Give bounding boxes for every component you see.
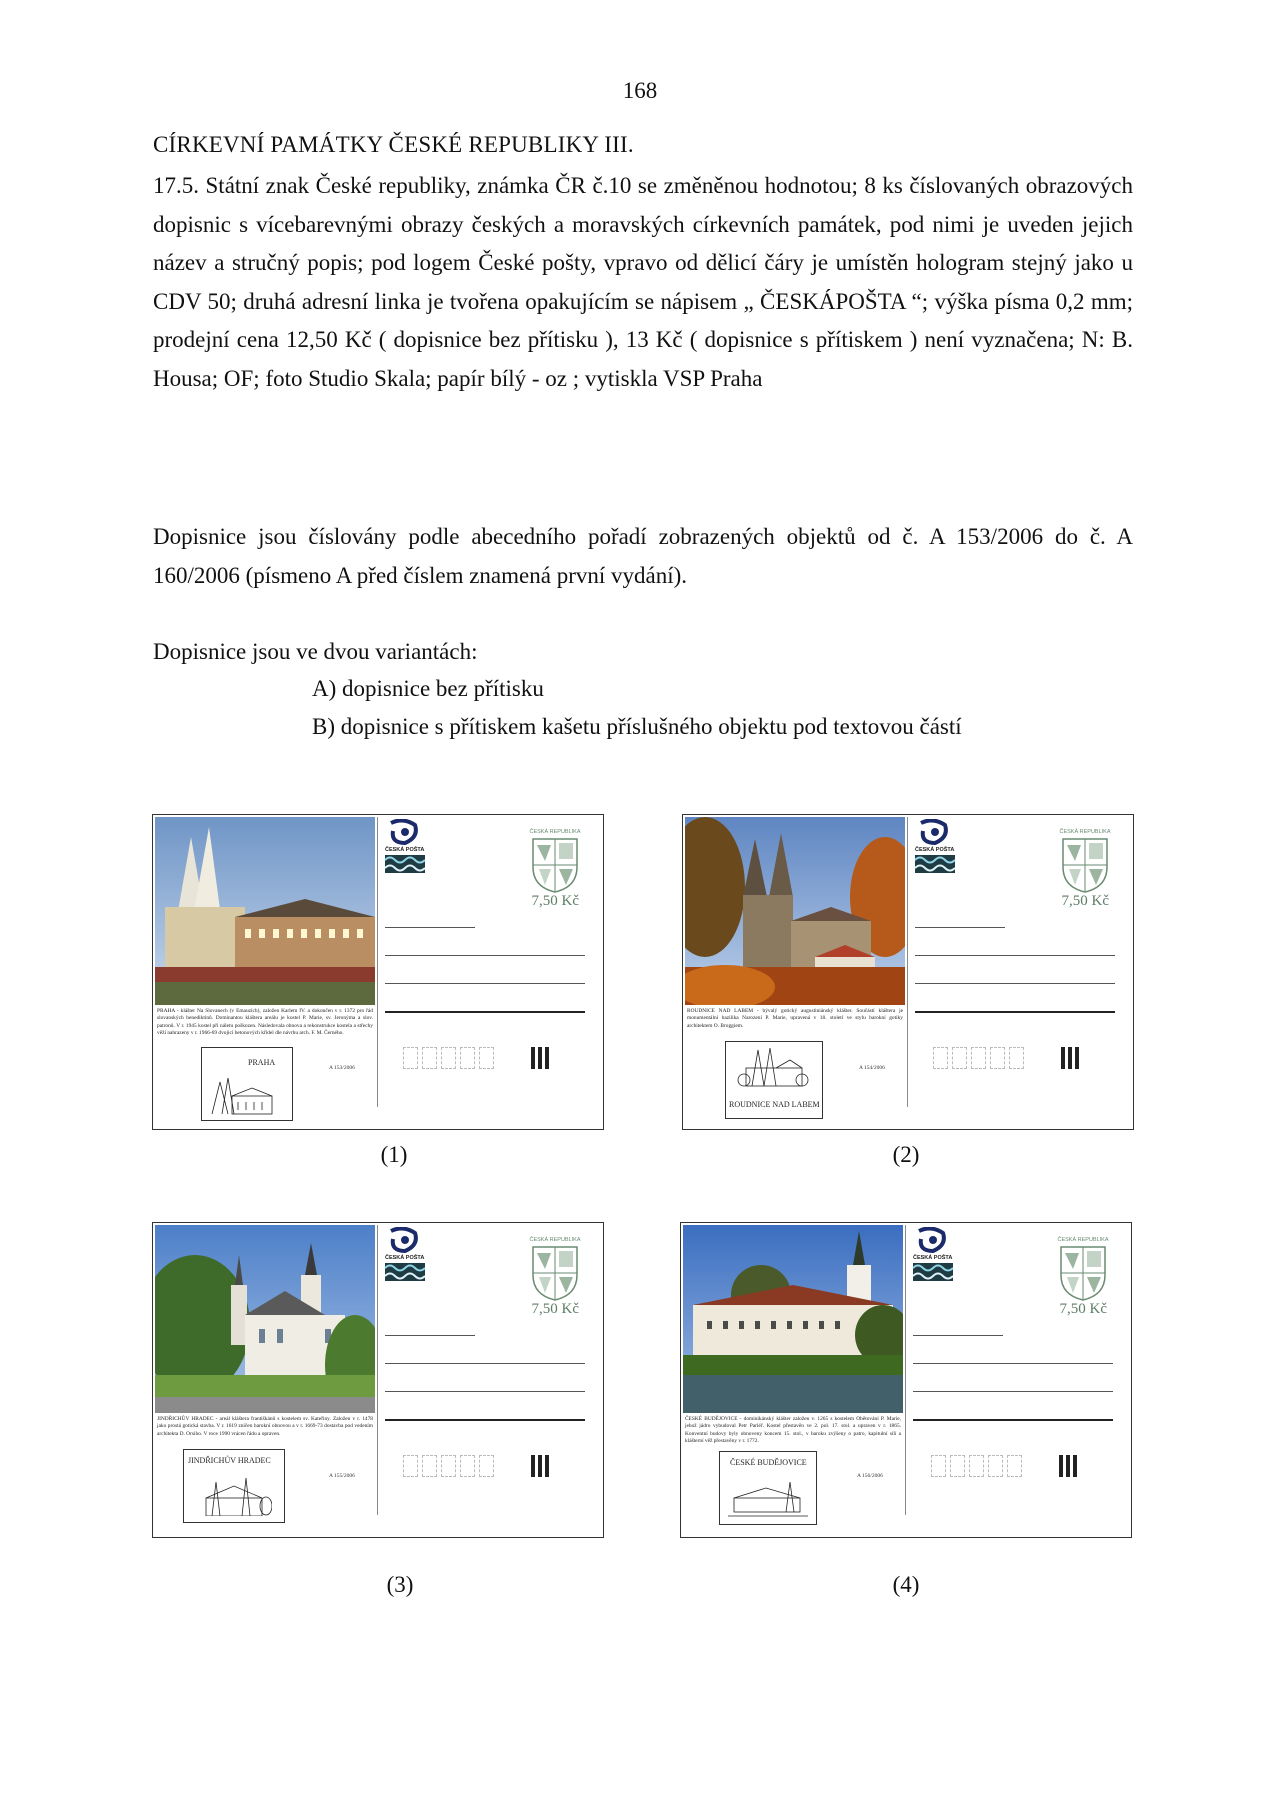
- coat-of-arms-icon: [1061, 837, 1109, 893]
- hologram-icon: [915, 855, 955, 873]
- printed-stamp: [1053, 1237, 1113, 1321]
- divider-line: [377, 817, 378, 1107]
- cachet-drawing: [206, 1076, 276, 1116]
- post-name: ČESKÁ POŠTA: [385, 847, 425, 853]
- stamp-value: 7,50 Kč: [1059, 1301, 1107, 1317]
- hologram-icon: [385, 855, 425, 873]
- stamp-value: 7,50 Kč: [531, 893, 579, 909]
- coat-of-arms-icon: [1059, 1245, 1107, 1301]
- postcard-photo-jindrichuv-hradec: [155, 1225, 375, 1413]
- divider-line: [905, 1225, 906, 1515]
- postcode-boxes: [403, 1047, 494, 1069]
- address-line-4: [913, 1419, 1113, 1421]
- cachet-label: PRAHA: [248, 1058, 276, 1067]
- address-line-1: [385, 1335, 475, 1336]
- caption-4: (4): [892, 1572, 920, 1597]
- barcode-marks: [531, 1047, 549, 1069]
- intro-paragraph: 17.5. Státní znak České republiky, známka ČR č.10 se změněnou hodnotou; 8 ks číslovaných obrazových dopisnic s vícebarevnými obrazy českých a moravských církevních památek, pod nimi je uveden jejich název a stručný popis; pod logem České pošty, vpravo od dělicí čáry je umístěn hologram stejný jako u CDV 50; druhá adresní linka je tvořena opakujícím se nápisem „ ČESKÁPOŠTA “; výška písma 0,2 mm; prodejní cena 12,50 Kč ( dopisnice bez přítisku ), 13 Kč ( dopisnice s přítiskem ) není vyznačena; N: B. Housa; OF; foto Studio Skala; papír bílý - oz ; vytiskla VSP Praha: [153, 173, 1133, 391]
- posthorn-icon: [913, 819, 953, 849]
- divider-line: [377, 1225, 378, 1515]
- postcard-photo-roudnice: [685, 817, 905, 1005]
- address-line-2: [385, 1363, 585, 1364]
- postcard-3: [152, 1222, 604, 1538]
- stamp-country: ČESKÁ REPUBLIKA: [1059, 829, 1111, 835]
- card-number: A 155/2006: [329, 1473, 355, 1479]
- page-number: 168: [622, 78, 658, 103]
- variants-intro: Dopisnice jsou ve dvou variantách:: [153, 639, 478, 664]
- postcard-photo-ceske-budejovice: [683, 1225, 903, 1413]
- address-line-3: [915, 983, 1115, 984]
- address-line-4: [385, 1011, 585, 1013]
- barcode-marks: [1059, 1455, 1077, 1477]
- variant-a: A) dopisnice bez přítisku: [312, 676, 544, 701]
- divider-line: [907, 817, 908, 1107]
- postcard-description: JINDŘICHŮV HRADEC - areál kláštera františkánů s kostelem sv. Kateřiny. Založen v r. 1478 jako prostá gotická stavba. V r. 1619 zničen barokní obnovou a v r. 1669-73 dostavba pod vedením architekta D. Orsiho. V roce 1990 vrácen řádu a opraven.: [157, 1416, 373, 1437]
- postcard-description: ROUDNICE NAD LABEM - bývalý gotický augustiniánský klášter. Součástí kláštera je monumentální bazilika Narození P. Marie, upravená v 18. století ve stylu barokní gotiky architektem O. Broggiem.: [687, 1008, 903, 1029]
- address-line-3: [385, 1391, 585, 1392]
- postcard-photo-praha: [155, 817, 375, 1005]
- cachet-drawing: [736, 1046, 810, 1090]
- numbering-paragraph: Dopisnice jsou číslovány podle abecedního pořadí zobrazených objektů od č. A 153/2006 do č. A 160/2006 (písmeno A před číslem znamená první vydání).: [153, 524, 1133, 588]
- card-number: A 153/2006: [329, 1065, 355, 1071]
- coat-of-arms-icon: [531, 1245, 579, 1301]
- barcode-marks: [531, 1455, 549, 1477]
- postcode-boxes: [403, 1455, 494, 1477]
- cachet-drawing: [728, 1478, 808, 1518]
- postcode-boxes: [933, 1047, 1024, 1069]
- address-line-1: [385, 927, 475, 928]
- address-line-4: [915, 1011, 1115, 1013]
- hologram-icon: [913, 1263, 953, 1281]
- card-number: A 156/2006: [857, 1473, 883, 1479]
- stamp-country: ČESKÁ REPUBLIKA: [529, 1237, 581, 1243]
- stamp-country: ČESKÁ REPUBLIKA: [529, 829, 581, 835]
- cachet-label: ČESKÉ BUDĚJOVICE: [730, 1458, 807, 1467]
- post-name: ČESKÁ POŠTA: [913, 1255, 953, 1261]
- cachet: [725, 1041, 823, 1119]
- address-line-3: [385, 983, 585, 984]
- stamp-value: 7,50 Kč: [531, 1301, 579, 1317]
- stamp-country: ČESKÁ REPUBLIKA: [1057, 1237, 1109, 1243]
- address-line-2: [915, 955, 1115, 956]
- cachet-drawing: [196, 1476, 272, 1516]
- variant-b: B) dopisnice s přítiskem kašetu příslušného objektu pod textovou částí: [312, 714, 962, 739]
- postcard-4: [680, 1222, 1132, 1538]
- posthorn-icon: [911, 1227, 951, 1257]
- cachet: [183, 1449, 285, 1523]
- posthorn-icon: [383, 1227, 423, 1257]
- posthorn-icon: [383, 819, 423, 849]
- cachet-label: JINDŘICHŮV HRADEC: [188, 1456, 271, 1465]
- card-number: A 154/2006: [859, 1065, 885, 1071]
- hologram-icon: [385, 1263, 425, 1281]
- postcode-boxes: [931, 1455, 1022, 1477]
- cachet: [201, 1047, 293, 1121]
- postcard-1: [152, 814, 604, 1130]
- address-line-3: [913, 1391, 1113, 1392]
- printed-stamp: [525, 1237, 585, 1321]
- caption-2: (2): [892, 1142, 920, 1167]
- postcard-description: ČESKÉ BUDĚJOVICE - dominikánský klášter založen v. 1265 s kostelem Obětování P. Marie, jehož jádro vybudoval Petr Parléř. Kostel přestavěn ve 2. pol. 17. stol. a upraven v r. 1865. Konventní budovy byly obnoveny koncem 15. stol., v baroku zvýšeny o patro, kapitulní síň a klášterní věž přestavěny v r. 1772.: [685, 1416, 901, 1445]
- address-line-2: [385, 955, 585, 956]
- printed-stamp: [1055, 829, 1115, 913]
- caption-3: (3): [386, 1572, 414, 1597]
- post-name: ČESKÁ POŠTA: [385, 1255, 425, 1261]
- printed-stamp: [525, 829, 585, 913]
- cachet: [719, 1451, 817, 1525]
- address-line-1: [915, 927, 1005, 928]
- barcode-marks: [1061, 1047, 1079, 1069]
- stamp-value: 7,50 Kč: [1061, 893, 1109, 909]
- cachet-label: ROUDNICE NAD LABEM: [729, 1100, 820, 1109]
- address-line-1: [913, 1335, 1003, 1336]
- post-name: ČESKÁ POŠTA: [915, 847, 955, 853]
- postcard-2: [682, 814, 1134, 1130]
- address-line-4: [385, 1419, 585, 1421]
- section-heading: CÍRKEVNÍ PAMÁTKY ČESKÉ REPUBLIKY III.: [153, 132, 634, 157]
- postcard-description: PRAHA - klášter Na Slovanech (v Emauzích), založen Karlem IV. a dokončen v r. 1372 pro řád slovanských benediktinů. Dominantou kláštera areálu je kostel P. Marie, sv. Jeronýma a slov. patronů. V r. 1945 kostel při náletu poškozen. Následovala obnova a rekonstrukce kostela a střechy věží nahrazeny v r. 1966-69 dvojicí betonových křídel dle návrhu arch. F. M. Černého.: [157, 1008, 373, 1037]
- caption-1: (1): [380, 1142, 408, 1167]
- address-line-2: [913, 1363, 1113, 1364]
- coat-of-arms-icon: [531, 837, 579, 893]
